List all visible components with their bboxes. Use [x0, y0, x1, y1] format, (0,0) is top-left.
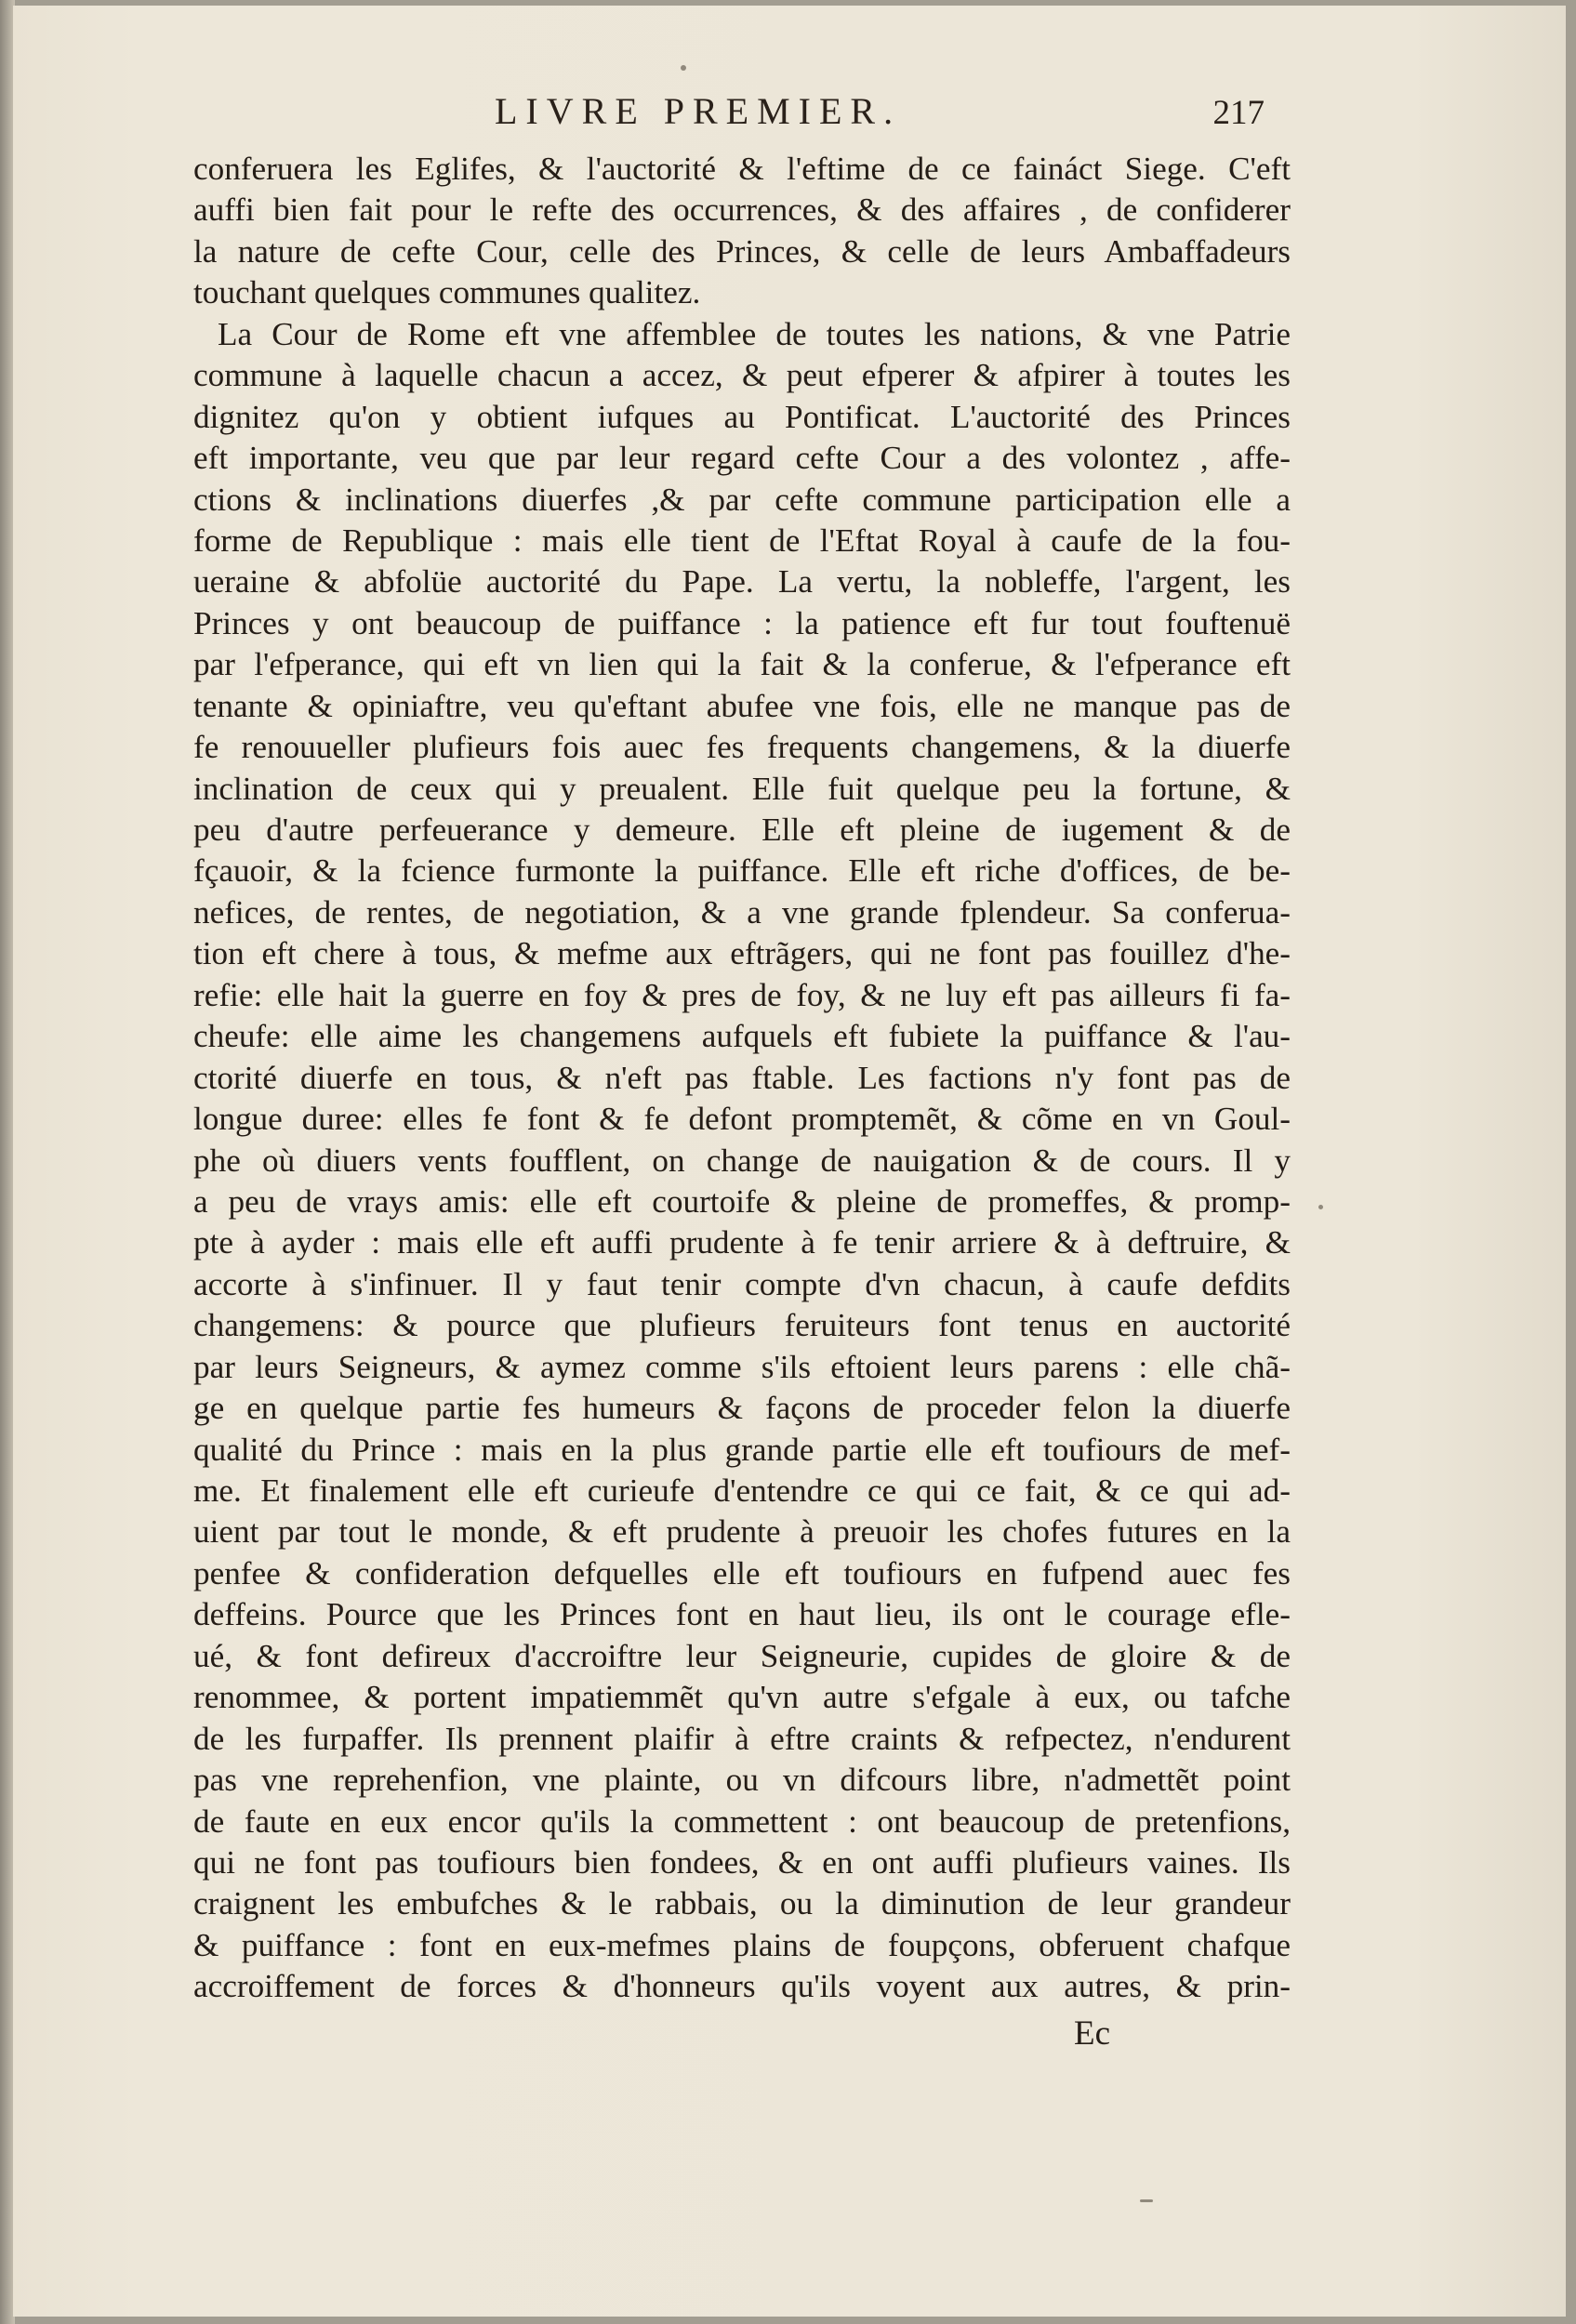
- ink-speck: [1318, 1205, 1323, 1209]
- text-line: eft importante, veu que par leur regard cefte Cour a des volontez , affe-: [193, 440, 1291, 477]
- text-line: pte à ayder : mais elle eft auffi prudente à fe tenir arriere & à deftruire, &: [193, 1224, 1291, 1261]
- text-line: craignent les embufches & le rabbais, ou la diminution de leur grandeur: [193, 1885, 1291, 1922]
- text-line: penfee & confideration defquelles elle eft toufiours en fufpend auec fes: [193, 1554, 1291, 1591]
- text-line: ctions & inclinations diuerfes ,& par cefte commune participation elle a: [193, 481, 1291, 518]
- text-line: renommee, & portent impatiemmẽt qu'vn autre s'efgale à eux, ou tafche: [193, 1679, 1291, 1716]
- text-line: ctorité diuerfe en tous, & n'eft pas ftable. Les factions n'y font pas de: [193, 1059, 1291, 1096]
- text-line: de les furpaffer. Ils prennent plaifir à eftre craints & refpectez, n'endurent: [193, 1720, 1291, 1757]
- text-line: phe où diuers vents foufflent, on change de nauigation & de cours. Il y: [193, 1142, 1291, 1179]
- page-title: LIVRE PREMIER.: [495, 90, 902, 132]
- text-line: commune à laquelle chacun a accez, & peut efperer & afpirer à toutes les: [193, 357, 1291, 394]
- text-line: auffi bien fait pour le refte des occurrences, & des affaires , de confiderer: [193, 191, 1291, 229]
- text-line: Princes y ont beaucoup de puiffance : la patience eft fur tout fouftenuë: [193, 604, 1291, 641]
- body-text: [193, 149, 1291, 2008]
- text-line: cheufe: elle aime les changemens aufquels eft fubiete la puiffance & l'au-: [193, 1018, 1291, 1055]
- text-line: tion eft chere à tous, & mefme aux eftrãgers, qui ne font pas fouillez d'he-: [193, 935, 1291, 972]
- text-line: tenante & opiniaftre, veu qu'eftant abufee vne fois, elle ne manque pas de: [193, 687, 1291, 724]
- text-line: qui ne font pas toufiours bien fondees, & en ont auffi plufieurs vaines. Ils: [193, 1843, 1291, 1881]
- text-line: de faute en eux encor qu'ils la commettent : ont beaucoup de pretenfions,: [193, 1802, 1291, 1840]
- text-line: forme de Republique : mais elle tient de l'Eftat Royal à caufe de la fou-: [193, 522, 1291, 559]
- text-line: touchant quelques communes qualitez.: [193, 274, 701, 311]
- text-line: nefices, de rentes, de negotiation, & a vne grande fplendeur. Sa conferua-: [193, 893, 1291, 931]
- text-line: inclination de ceux qui y preualent. Elle fuit quelque peu la fortune, &: [193, 770, 1291, 807]
- text-line: par l'efperance, qui eft vn lien qui la fait & la conferue, & l'efperance eft: [193, 646, 1291, 683]
- text-line: longue duree: elles fe font & fe defont promptemẽt, & cõme en vn Goul-: [193, 1101, 1291, 1138]
- text-line: ué, & font defireux d'accroiftre leur Seigneurie, cupides de gloire & de: [193, 1637, 1291, 1674]
- text-line: peu d'autre perfeuerance y demeure. Elle eft pleine de iugement & de: [193, 812, 1291, 848]
- text-line: a peu de vrays amis: elle eft courtoife & pleine de promeffes, & promp-: [193, 1182, 1291, 1220]
- text-line: fe renouueller plufieurs fois auec fes frequents changemens, & la diuerfe: [193, 729, 1291, 766]
- page-number: 217: [1212, 94, 1265, 132]
- text-line: qualité du Prince : mais en la plus grande partie elle eft toufiours de mef-: [193, 1431, 1291, 1468]
- text-line: la nature de cefte Cour, celle des Princes, & celle de leurs Ambaffadeurs: [193, 232, 1291, 270]
- text-line: accorte à s'infinuer. Il y faut tenir compte d'vn chacun, à caufe defdits: [193, 1265, 1291, 1302]
- text-line: conferuera les Eglifes, & l'auctorité & l'eftime de ce faináct Siege. C'eft: [193, 151, 1291, 187]
- text-line: fçauoir, & la fcience furmonte la puiffance. Elle eft riche d'offices, de be-: [193, 852, 1291, 890]
- text-line: uient par tout le monde, & eft prudente à preuoir les chofes futures en la: [193, 1513, 1291, 1551]
- text-line: dignitez qu'on y obtient iufques au Pontificat. L'auctorité des Princes: [193, 398, 1291, 435]
- text-line: deffeins. Pource que les Princes font en haut lieu, ils ont le courage efle-: [193, 1596, 1291, 1633]
- text-line: La Cour de Rome eft vne affemblee de toutes les nations, & vne Patrie: [218, 315, 1291, 352]
- text-line: refie: elle hait la guerre en foy & pres de foy, & ne luy eft pas ailleurs fi fa-: [193, 976, 1291, 1013]
- catchword: Ec: [1074, 2014, 1111, 2053]
- text-line: & puiffance : font en eux-mefmes plains de foupçons, obferuent chafque: [193, 1926, 1291, 1963]
- text-line: accroiffement de forces & d'honneurs qu'ils voyent aux autres, & prin-: [193, 1968, 1291, 2005]
- running-head: [197, 89, 1265, 136]
- text-line: ueraine & abfolüe auctorité du Pape. La vertu, la nobleffe, l'argent, les: [193, 563, 1291, 601]
- text-line: me. Et finalement elle eft curieufe d'entendre ce qui ce fait, & ce qui ad-: [193, 1472, 1291, 1509]
- ink-speck: [1140, 2199, 1153, 2202]
- text-line: pas vne reprehenfion, vne plainte, ou vn difcours libre, n'admettẽt point: [193, 1762, 1291, 1799]
- text-line: changemens: & pource que plufieurs feruiteurs font tenus en auctorité: [193, 1307, 1291, 1344]
- text-line: ge en quelque partie fes humeurs & façons de proceder felon la diuerfe: [193, 1390, 1291, 1427]
- text-line: par leurs Seigneurs, & aymez comme s'ils eftoient leurs parens : elle chã-: [193, 1348, 1291, 1385]
- ink-speck: [681, 65, 686, 71]
